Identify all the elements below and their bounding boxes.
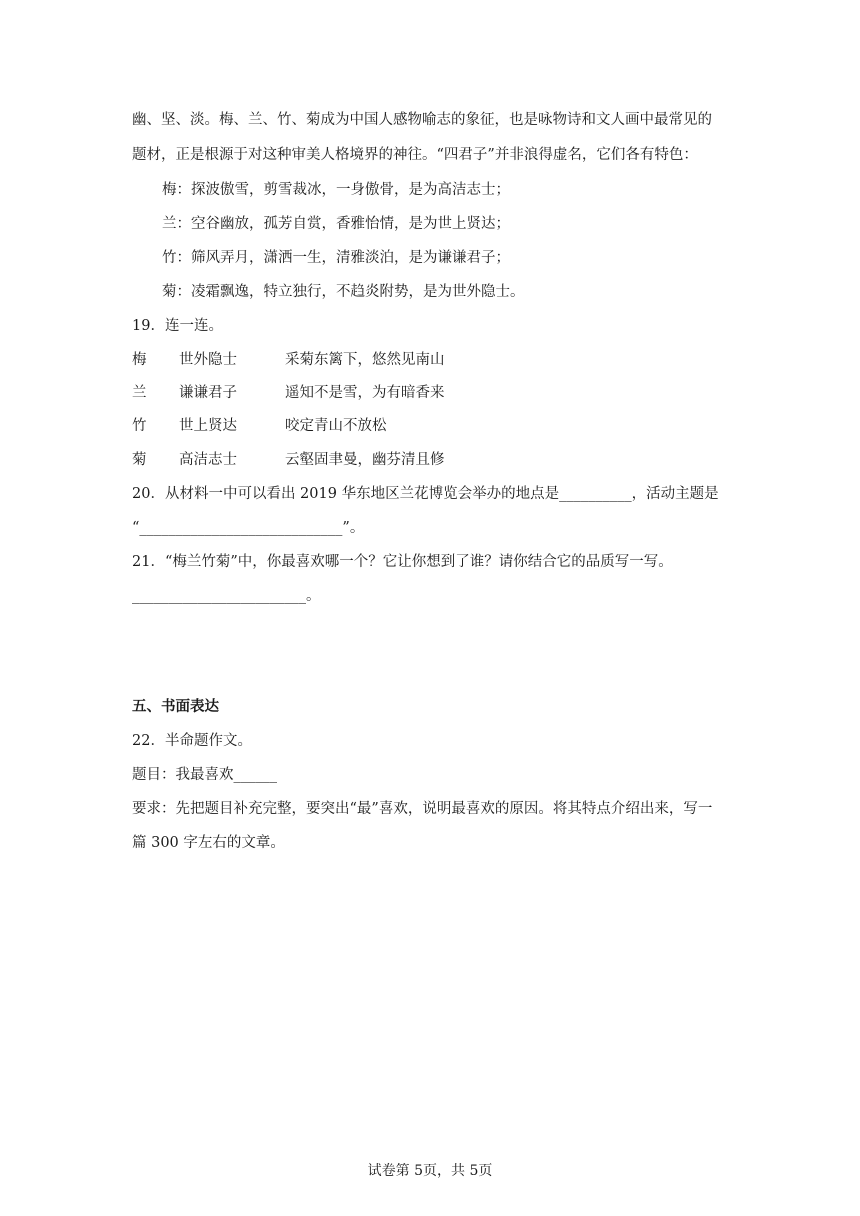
page-footer: 试卷第 5页，共 5页 <box>367 1163 493 1179</box>
match-trait: 高洁志士 <box>179 452 237 468</box>
q20-line-1: 20．从材料一中可以看出 2019 华东地区兰花博览会举办的地点是__________，活动主题是 <box>132 486 719 502</box>
match-trait: 世外隐士 <box>179 352 237 368</box>
match-flower: 兰 <box>132 385 147 401</box>
q21-answer-blank: ________________________。 <box>132 588 321 604</box>
match-poem: 咬定青山不放松 <box>285 418 387 434</box>
plum-description: 梅：探波傲雪，剪雪裁冰，一身傲骨，是为高洁志士； <box>162 182 510 198</box>
material-line-2: 题材，正是根源于对这种审美人格境界的神往。“四君子”并非浪得虚名，它们各有特色： <box>132 147 698 163</box>
orchid-description: 兰：空谷幽放，孤芳自赏，香雅怡情，是为世上贤达； <box>162 216 510 232</box>
match-trait: 谦谦君子 <box>179 385 237 401</box>
q22-topic: 题目：我最喜欢______ <box>132 767 277 783</box>
chrysanthemum-description: 菊：凌霜飘逸，特立独行，不趋炎附势，是为世外隐士。 <box>162 284 525 300</box>
q20-line-2: “____________________________”。 <box>132 520 365 536</box>
material-line-1: 幽、坚、淡。梅、兰、竹、菊成为中国人感物喻志的象征，也是咏物诗和文人画中最常见的 <box>132 112 712 128</box>
match-flower: 梅 <box>132 352 147 368</box>
match-poem: 云壑固聿曼，幽芬清且修 <box>285 452 445 468</box>
match-flower: 竹 <box>132 418 147 434</box>
q22-requirement-1: 要求：先把题目补充完整，要突出“最”喜欢，说明最喜欢的原因。将其特点介绍出来，写一 <box>132 801 713 817</box>
match-poem: 遥知不是雪，为有暗香来 <box>285 385 445 401</box>
bamboo-description: 竹：筛风弄月，潇洒一生，清雅淡泊，是为谦谦君子； <box>162 250 510 266</box>
match-flower: 菊 <box>132 452 147 468</box>
match-trait: 世上贤达 <box>179 418 237 434</box>
q19-title: 19．连一连。 <box>132 318 223 334</box>
section-title: 五、书面表达 <box>132 698 219 715</box>
q21-line-1: 21．“梅兰竹菊”中，你最喜欢哪一个？它让你想到了谁？请你结合它的品质写一写。 <box>132 554 673 570</box>
q22-title: 22．半命题作文。 <box>132 733 252 749</box>
match-poem: 采菊东篱下，悠然见南山 <box>285 352 445 368</box>
q22-requirement-2: 篇 300 字左右的文章。 <box>132 835 285 851</box>
